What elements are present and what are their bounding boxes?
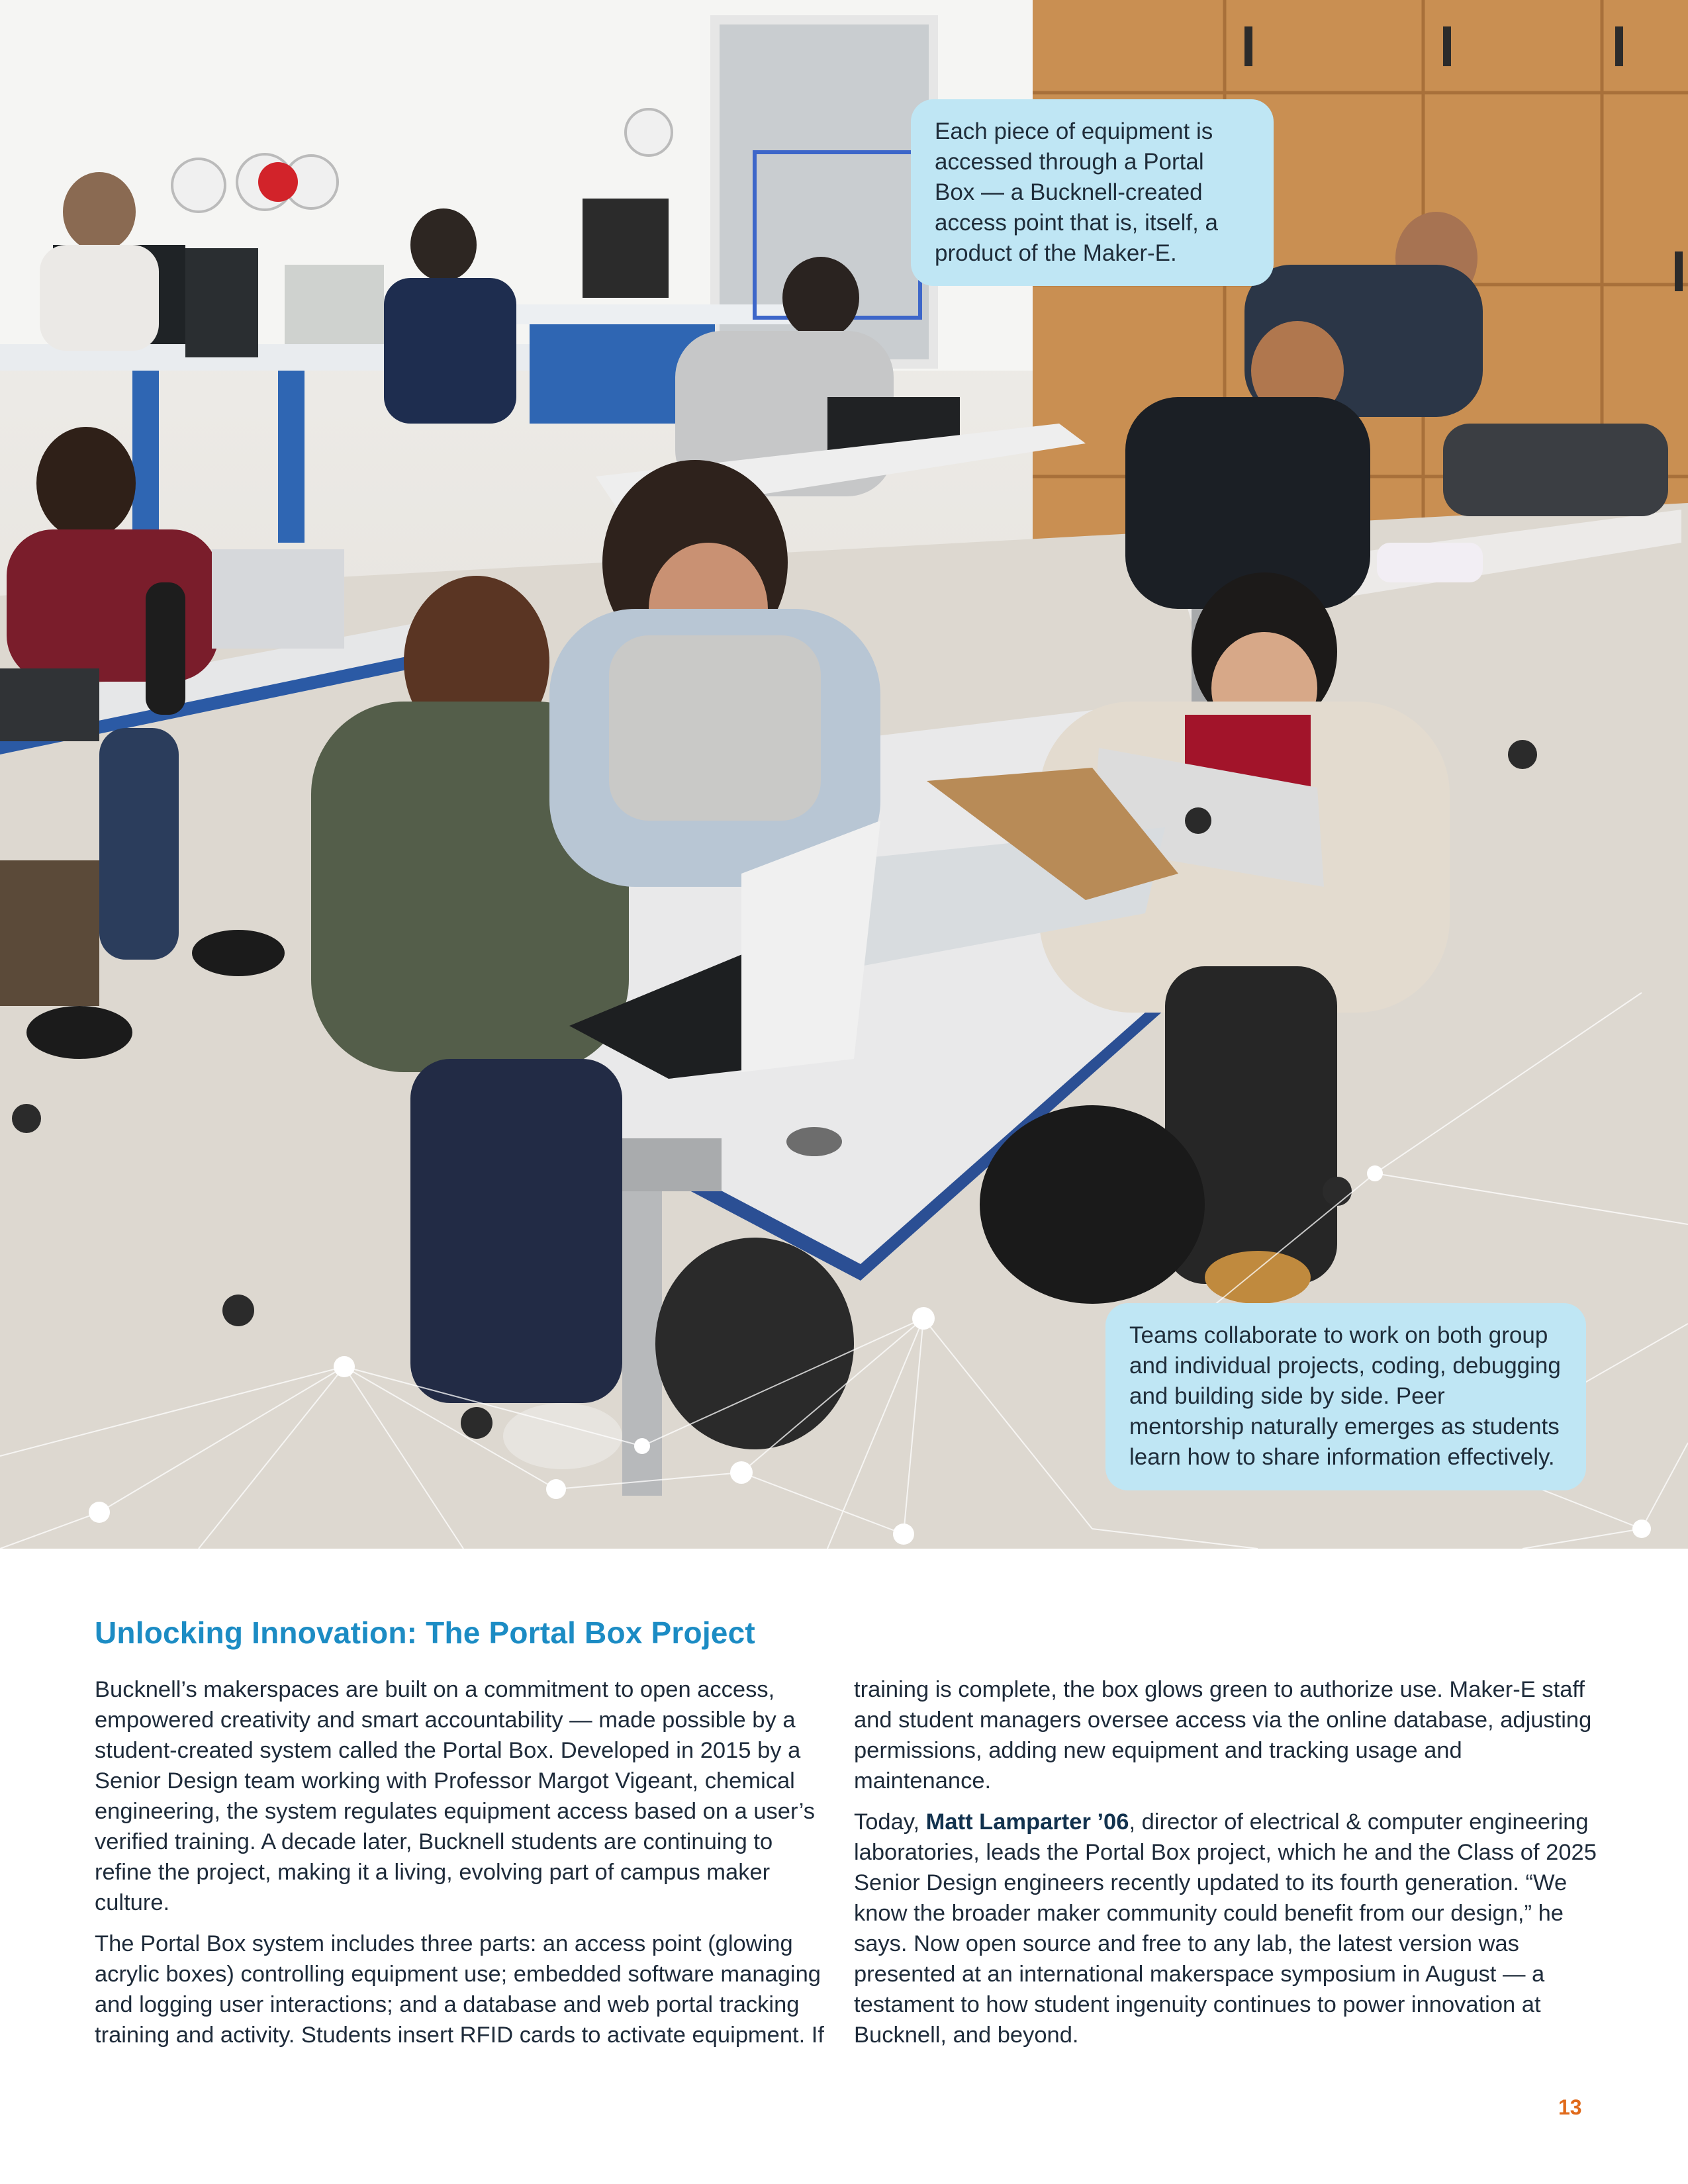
article-paragraph: The Portal Box system includes three parts: an access point (glowing acrylic boxes) controlling equipment use; embedded software managing and logging user interactions; and a database and web portal tracking training and activity. Students insert RFID cards to activate equipment. If — [95, 1931, 824, 2048]
article-column-right — [854, 1674, 1599, 2061]
page-number: 13 — [1558, 2095, 1582, 2119]
photo-caption-bottom: Teams collaborate to work on both group and individual projects, coding, debugging and building side by side. Peer mentorship naturally emerges as students learn how to share information effectively. — [1105, 1303, 1586, 1490]
paragraph-body: , director of electrical & computer engineering laboratories, leads the Portal Box project, which he and the Class of 2025 Senior Design engineers recently updated to its fourth generation. “We know the broader maker community could benefit from our design,” he says. Now open source and free to any lab, the latest version was presented at an international makerspace symposium in August — a testament to how student ingenuity continues to power innovation at Bucknell, and beyond. — [854, 1809, 1597, 2048]
article-paragraph — [854, 1807, 1599, 2050]
paragraph-prefix: Today, — [854, 1809, 926, 1835]
photo-caption-top: Each piece of equipment is accessed through a Portal Box — a Bucknell-created access point that is, itself, a product of the Maker-E. — [911, 99, 1274, 286]
article-title: Unlocking Innovation: The Portal Box Project — [95, 1615, 755, 1650]
article-column-left — [95, 1674, 829, 2061]
person-name: Matt Lamparter ’06 — [925, 1809, 1129, 1835]
article-paragraph: training is complete, the box glows green to authorize use. Maker-E staff and student managers oversee access via the online database, adjusting permissions, adding new equipment and tracking usage and maintenance. — [854, 1677, 1592, 1794]
article-paragraph: Bucknell’s makerspaces are built on a commitment to open access, empowered creativity and smart accountability — made possible by a student-created system called the Portal Box. Developed in 2015 by a Senior Design team working with Professor Margot Vigeant, chemical engineering, the system regulates equipment access based on a user’s verified training. A decade later, Bucknell students are continuing to refine the project, making it a living, evolving part of campus maker culture. — [95, 1677, 816, 1915]
